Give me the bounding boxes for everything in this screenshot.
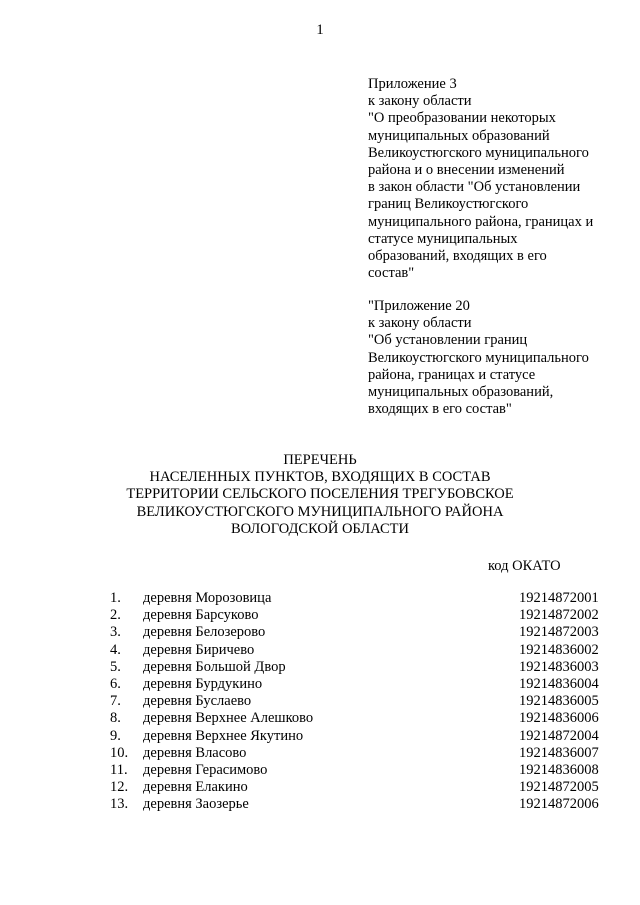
settlement-name: деревня Заозерье (143, 796, 249, 813)
title-line: ВЕЛИКОУСТЮГСКОГО МУНИЦИПАЛЬНОГО РАЙОНА (136, 503, 504, 520)
settlement-name: деревня Верхнее Алешково (143, 710, 314, 727)
appendix-20-line: муниципальных образований, (368, 384, 554, 401)
settlement-name: деревня Барсуково (143, 607, 259, 624)
settlement-row (0, 762, 640, 779)
settlement-okato-code: 19214836002 (519, 641, 599, 658)
settlement-number: 3. (110, 624, 121, 641)
settlement-row (0, 693, 640, 710)
settlement-okato-code: 19214872001 (519, 590, 599, 606)
settlement-number: 5. (110, 658, 121, 675)
settlement-number: 10. (110, 744, 129, 761)
title-line: ВОЛОГОДСКОЙ ОБЛАСТИ (231, 520, 409, 537)
settlement-row (0, 642, 640, 659)
settlement-name: деревня Белозерово (143, 624, 266, 641)
appendix-3-line: к закону области (368, 93, 472, 110)
settlement-list (0, 590, 640, 813)
settlement-row (0, 676, 640, 693)
settlement-row (0, 607, 640, 624)
appendix-20-line: "Об установлении границ (368, 332, 528, 349)
settlement-name: деревня Морозовица (143, 590, 272, 606)
appendix-3-line: образований, входящих в его (368, 248, 547, 265)
settlement-row (0, 624, 640, 641)
settlement-okato-code: 19214836006 (519, 710, 599, 727)
title-line: НАСЕЛЕННЫХ ПУНКТОВ, ВХОДЯЩИХ В СОСТАВ (149, 469, 491, 486)
settlement-number: 7. (110, 693, 121, 710)
appendix-20-line: района, границах и статусе (368, 366, 536, 383)
appendix-20-line: Великоустюгского муниципального (368, 349, 589, 366)
settlement-okato-code: 19214836008 (519, 761, 599, 778)
settlement-okato-code: 19214872002 (519, 607, 599, 624)
appendix-3-line: "О преобразовании некоторых (368, 110, 556, 127)
document-title (0, 452, 640, 538)
appendix-3-line: муниципальных образований (368, 127, 550, 144)
appendix-3-line: состав" (368, 265, 415, 282)
title-line: ПЕРЕЧЕНЬ (283, 452, 357, 468)
settlement-number: 1. (110, 590, 121, 606)
appendix-20-header (368, 298, 630, 418)
settlement-row (0, 659, 640, 676)
settlement-okato-code: 19214836003 (519, 658, 599, 675)
settlement-name: деревня Большой Двор (143, 658, 286, 675)
okato-code-header: код ОКАТО (488, 558, 561, 574)
appendix-20-line: входящих в его состав" (368, 401, 512, 418)
appendix-3-line: Приложение 3 (368, 76, 457, 92)
settlement-number: 2. (110, 607, 121, 624)
settlement-okato-code: 19214872006 (519, 796, 599, 813)
settlement-name: деревня Буслаево (143, 693, 252, 710)
appendix-3-line: района и о внесении изменений (368, 162, 565, 179)
settlement-number: 8. (110, 710, 121, 727)
settlement-okato-code: 19214872004 (519, 727, 599, 744)
settlement-name: деревня Верхнее Якутино (143, 727, 304, 744)
settlement-number: 6. (110, 675, 121, 692)
settlement-name: деревня Власово (143, 744, 247, 761)
settlement-number: 11. (110, 761, 128, 778)
appendix-3-line: Великоустюгского муниципального (368, 144, 589, 161)
appendix-3-line: границ Великоустюгского (368, 196, 529, 213)
settlement-row (0, 710, 640, 727)
settlement-name: деревня Герасимово (143, 761, 268, 778)
settlement-row (0, 590, 640, 607)
appendix-20-line: к закону области (368, 315, 472, 332)
settlement-number: 12. (110, 779, 129, 796)
appendix-3-header (368, 76, 630, 282)
settlement-number: 9. (110, 727, 121, 744)
settlement-row (0, 728, 640, 745)
appendix-20-line: "Приложение 20 (368, 298, 470, 314)
settlement-row (0, 745, 640, 762)
title-line: ТЕРРИТОРИИ СЕЛЬСКОГО ПОСЕЛЕНИЯ ТРЕГУБОВСКОЕ (126, 486, 514, 503)
settlement-name: деревня Елакино (143, 779, 248, 796)
page-number: 1 (316, 22, 324, 38)
settlement-name: деревня Бурдукино (143, 675, 263, 692)
appendix-3-line: в закон области "Об установлении (368, 179, 581, 196)
settlement-okato-code: 19214836005 (519, 693, 599, 710)
settlement-okato-code: 19214836004 (519, 675, 599, 692)
settlement-row (0, 796, 640, 813)
settlement-number: 4. (110, 641, 121, 658)
settlement-name: деревня Биричево (143, 641, 255, 658)
appendix-3-line: статусе муниципальных (368, 230, 518, 247)
settlement-number: 13. (110, 796, 129, 813)
settlement-okato-code: 19214872005 (519, 779, 599, 796)
settlement-okato-code: 19214836007 (519, 744, 599, 761)
settlement-row (0, 779, 640, 796)
appendix-3-line: муниципального района, границах и (368, 213, 594, 230)
settlement-okato-code: 19214872003 (519, 624, 599, 641)
